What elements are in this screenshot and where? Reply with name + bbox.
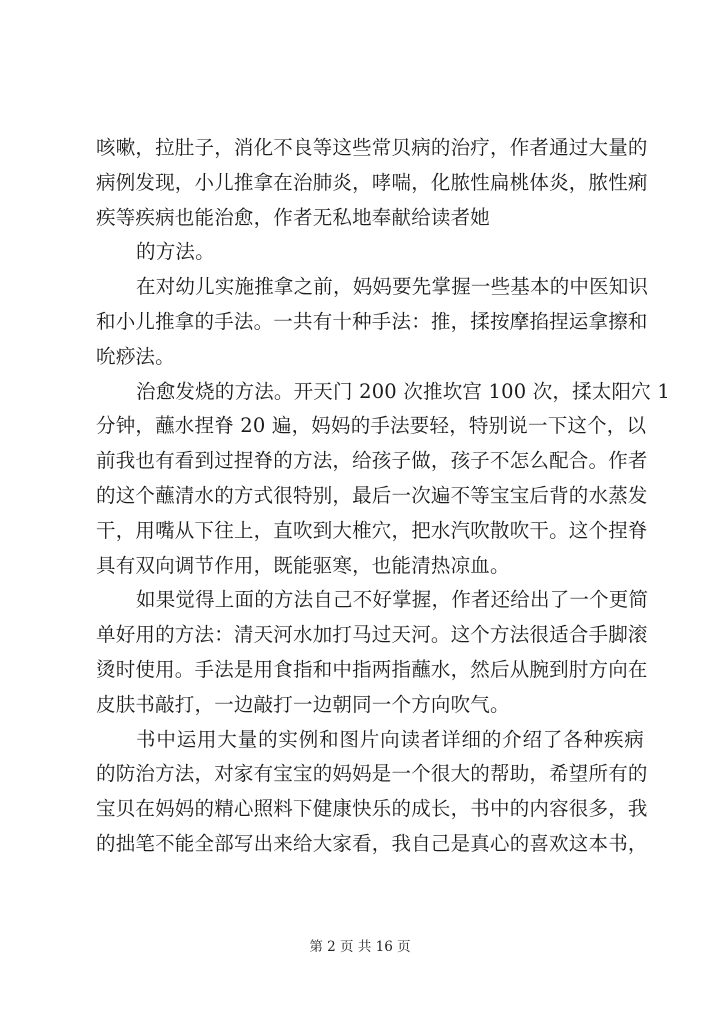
text-line: 干，用嘴从下往上，直吹到大椎穴，把水汽吹散吹干。这个捏脊 [96,518,648,542]
text-line: 如果觉得上面的方法自己不好掌握，作者还给出了一个更简 [136,588,649,612]
text-line: 的拙笔不能全部写出来给大家看，我自己是真心的喜欢这本书， [96,831,648,855]
page-footer: 第 2 页 共 16 页 [309,939,411,955]
text-line: 单好用的方法：清天河水加打马过天河。这个方法很适合手脚滚 [96,623,648,647]
text-line: 书中运用大量的实例和图片向读者详细的介绍了各种疾病 [136,727,644,751]
text-line: 前我也有看到过捏脊的方法，给孩子做，孩子不怎么配合。作者 [96,449,648,473]
text-line: 的方法。 [136,240,215,264]
text-line: 分钟，蘸水捏脊 20 遍，妈妈的手法要轻，特别说一下这个，以 [96,414,647,438]
text-line: 病例发现，小儿推拿在治肺炎，哮喘，化脓性扁桃体炎，脓性痢 [96,170,648,194]
text-line: 的防治方法，对家有宝宝的妈妈是一个很大的帮助，希望所有的 [96,762,648,786]
text-line: 烫时使用。手法是用食指和中指两指蘸水，然后从腕到肘方向在 [96,657,648,681]
text-line: 和小儿推拿的手法。一共有十种手法：推，揉按摩掐捏运拿擦和 [96,309,648,333]
text-line: 宝贝在妈妈的精心照料下健康快乐的成长，书中的内容很多，我 [96,797,648,821]
document-body [96,131,670,862]
text-line: 在对幼儿实施推拿之前，妈妈要先掌握一些基本的中医知识 [136,275,649,299]
text-line: 治愈发烧的方法。开天门 200 次推坎宫 100 次，揉太阳穴 1 [136,379,670,403]
text-line: 疾等疾病也能治愈，作者无私地奉献给读者她 [96,205,491,229]
text-line: 吮痧法。 [96,344,175,368]
text-line: 具有双向调节作用，既能驱寒，也能清热凉血。 [96,553,510,577]
text-line: 的这个蘸清水的方式很特别，最后一次遍不等宝宝后背的水蒸发 [96,483,648,507]
text-line: 咳嗽，拉肚子，消化不良等这些常贝病的治疗，作者通过大量的 [96,136,648,159]
text-line: 皮肤书敲打，一边敲打一边朝同一个方向吹气。 [96,692,510,716]
